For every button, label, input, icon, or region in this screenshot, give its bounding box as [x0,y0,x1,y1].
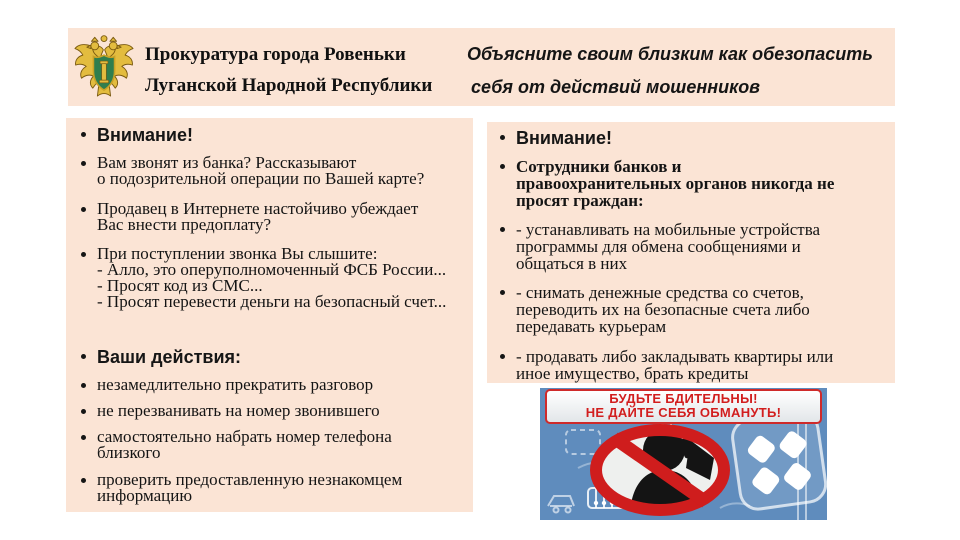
bullet-dot [500,227,505,232]
bullet-dot [81,478,86,483]
org-name-line1: Прокуратура города Ровеньки [145,44,406,65]
list-item: незамедлительно прекратить разговор [78,377,463,393]
list-item: - устанавливать на мобильные устройства программы для обмена сообщениями и общаться в них [497,221,887,272]
list-item: Вам звонят из банка? Рассказывают о подозрительной операции по Вашей карте? [78,155,463,187]
list-item: не перезванивать на номер звонившего [78,403,463,419]
bullet-dot [81,383,86,388]
bullet-dot [500,164,505,169]
org-name-line2: Луганской Народной Республики [145,75,433,96]
be-vigilant-poster [537,385,830,523]
list-item: При поступлении звонка Вы слышите: - Алло, это оперуполномоченный ФСБ России... - Просят код из СМС... - Просят перевести деньги на безопасный счет... [78,246,463,310]
list-item-heading: Внимание! [78,126,463,145]
right-warning-panel [487,122,895,383]
header-bar [68,28,895,106]
org-name [145,39,432,101]
list-item: проверить предоставленную незнакомцем информацию [78,472,463,504]
left-warning-panel [66,118,473,512]
poster-banner-line2: НЕ ДАЙТЕ СЕБЯ ОБМАНУТЬ! [585,405,782,420]
bullet-dot [81,207,86,212]
list-item: самостоятельно набрать номер телефона близкого [78,429,463,461]
no-phone-prohibition-icon [596,429,724,512]
slide-tagline [467,38,873,104]
list-item: Продавец в Интернете настойчиво убеждает Вас внести предоплату? [78,201,463,233]
bullet-dot [500,290,505,295]
tagline-line2: себя от действий мошенников [471,77,761,97]
app-grid-icon [730,410,827,511]
prosecutor-eagle-emblem-icon [71,32,137,102]
bullet-dot [81,132,86,137]
bullet-dot [500,135,505,140]
list-item-heading: Ваши действия: [78,348,463,367]
bullet-dot [81,161,86,166]
poster-banner-line1: БУДЬТЕ БДИТЕЛЬНЫ! [609,391,758,406]
bullet-dot [81,354,86,359]
list-item-subheading: Сотрудники банков и правоохранительных органов никогда не просят граждан: [497,158,887,209]
poster-banner [545,389,822,424]
bullet-dot [500,354,505,359]
list-item: - продавать либо закладывать квартиры или иное имущество, брать кредиты [497,348,887,382]
tagline-line1: Объясните своим близким как обезопасить [467,44,873,64]
list-item: - снимать денежные средства со счетов, переводить их на безопасные счета либо передавать курьерам [497,284,887,335]
bullet-dot [81,409,86,414]
list-item-heading: Внимание! [497,129,887,148]
bullet-dot [81,252,86,257]
bullet-dot [81,435,86,440]
